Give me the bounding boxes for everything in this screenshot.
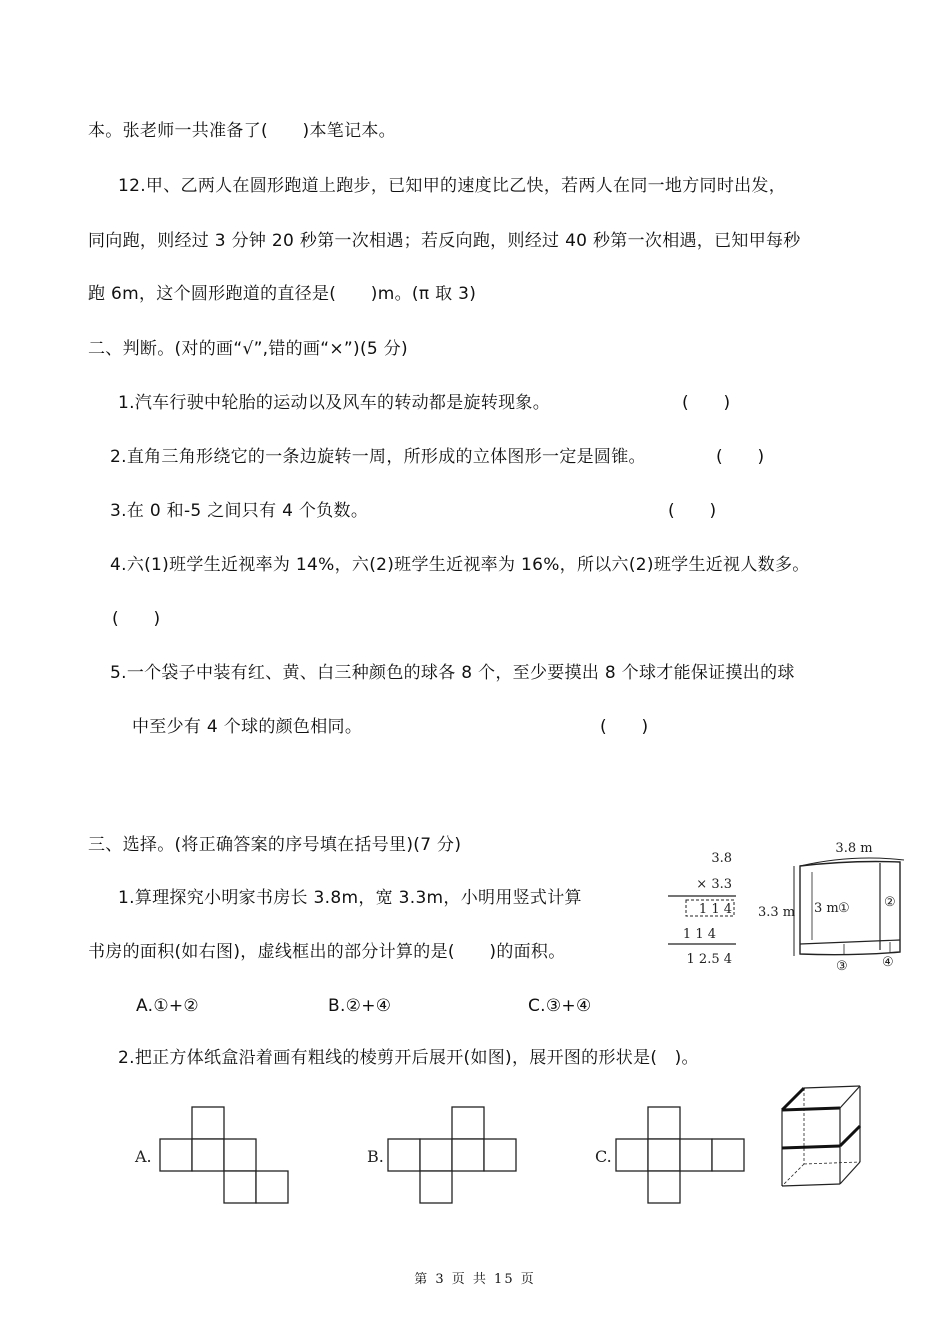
region-2-label: ② xyxy=(884,895,896,910)
q12-line1: 12.甲、乙两人在圆形跑道上跑步，已知甲的速度比乙快，若两人在同一地方同时出发， xyxy=(118,176,787,196)
net-a-label: A. xyxy=(135,1147,152,1166)
q11-tail: 本。张老师一共准备了( )本笔记本。 xyxy=(88,121,396,141)
judge-item-2: 2.直角三角形绕它的一条边旋转一周，所形成的立体图形一定是圆锥。 xyxy=(110,447,646,467)
net-option-c[interactable] xyxy=(592,1104,752,1204)
judge-item-5: 5.一个袋子中装有红、黄、白三种颜色的球各 8 个，至少要摸出 8 个球才能保证摸出的球 xyxy=(110,663,795,683)
net-c-label: C. xyxy=(595,1147,612,1166)
net-b-label: B. xyxy=(367,1147,384,1166)
judge-item-3: 3.在 0 和-5 之间只有 4 个负数。 xyxy=(110,501,369,521)
page-footer: 第 3 页 共 15 页 xyxy=(414,1272,536,1287)
cube-figure xyxy=(778,1082,864,1190)
judge-item-5-cont: 中至少有 4 个球的颜色相同。 xyxy=(132,717,363,737)
judge-item-4: 4.六(1)班学生近视率为 14%，六(2)班学生近视率为 16%，所以六(2)班学生近视人数多。 xyxy=(110,555,810,575)
q12-line2: 同向跑，则经过 3 分钟 20 秒第一次相遇；若反向跑，则经过 40 秒第一次相遇，已知甲每秒 xyxy=(88,231,801,251)
choice-q1-option-a[interactable]: A.①+② xyxy=(136,996,199,1016)
region-1-label: ① xyxy=(838,901,850,916)
judge-paren-4[interactable]: ( ) xyxy=(112,609,161,629)
section3-heading: 三、选择。(将正确答案的序号填在括号里)(7 分) xyxy=(88,835,462,855)
choice-q1-line1: 1.算理探究小明家书房长 3.8m，宽 3.3m，小明用竖式计算 xyxy=(118,888,582,908)
room-inner-label: 3 m xyxy=(814,901,839,916)
region-3-label: ③ xyxy=(836,959,848,974)
choice-q1-option-c[interactable]: C.③+④ xyxy=(528,996,592,1016)
q12-line3: 跑 6m，这个圆形跑道的直径是( )m。(π 取 3) xyxy=(88,284,477,304)
calc-row-3: 1 1 4 xyxy=(698,902,732,917)
room-area-figure xyxy=(752,836,912,976)
calc-row-4: 1 1 4 xyxy=(682,927,716,942)
judge-paren-2[interactable]: ( ) xyxy=(716,447,765,467)
judge-paren-5[interactable]: ( ) xyxy=(600,717,649,737)
net-option-b[interactable] xyxy=(364,1104,524,1204)
choice-q1-option-b[interactable]: B.②+④ xyxy=(328,996,392,1016)
section2-heading: 二、判断。(对的画“√”,错的画“×”)(5 分) xyxy=(88,339,408,359)
judge-item-1: 1.汽车行驶中轮胎的运动以及风车的转动都是旋转现象。 xyxy=(118,393,551,413)
room-left-label: 3.3 m xyxy=(758,905,796,920)
calc-row-2: × 3.3 xyxy=(696,877,732,892)
multiplication-figure xyxy=(660,846,740,970)
region-4-label: ④ xyxy=(882,955,894,970)
calc-row-1: 3.8 xyxy=(711,851,732,866)
choice-q2-line1: 2.把正方体纸盒沿着画有粗线的棱剪开后展开(如图)，展开图的形状是( )。 xyxy=(118,1048,699,1068)
calc-row-5: 1 2.5 4 xyxy=(686,952,732,967)
judge-paren-3[interactable]: ( ) xyxy=(668,501,717,521)
judge-paren-1[interactable]: ( ) xyxy=(682,393,731,413)
choice-q1-line2: 书房的面积(如右图)，虚线框出的部分计算的是( )的面积。 xyxy=(88,942,566,962)
net-option-a[interactable] xyxy=(132,1104,292,1204)
room-top-label: 3.8 m xyxy=(835,841,873,856)
